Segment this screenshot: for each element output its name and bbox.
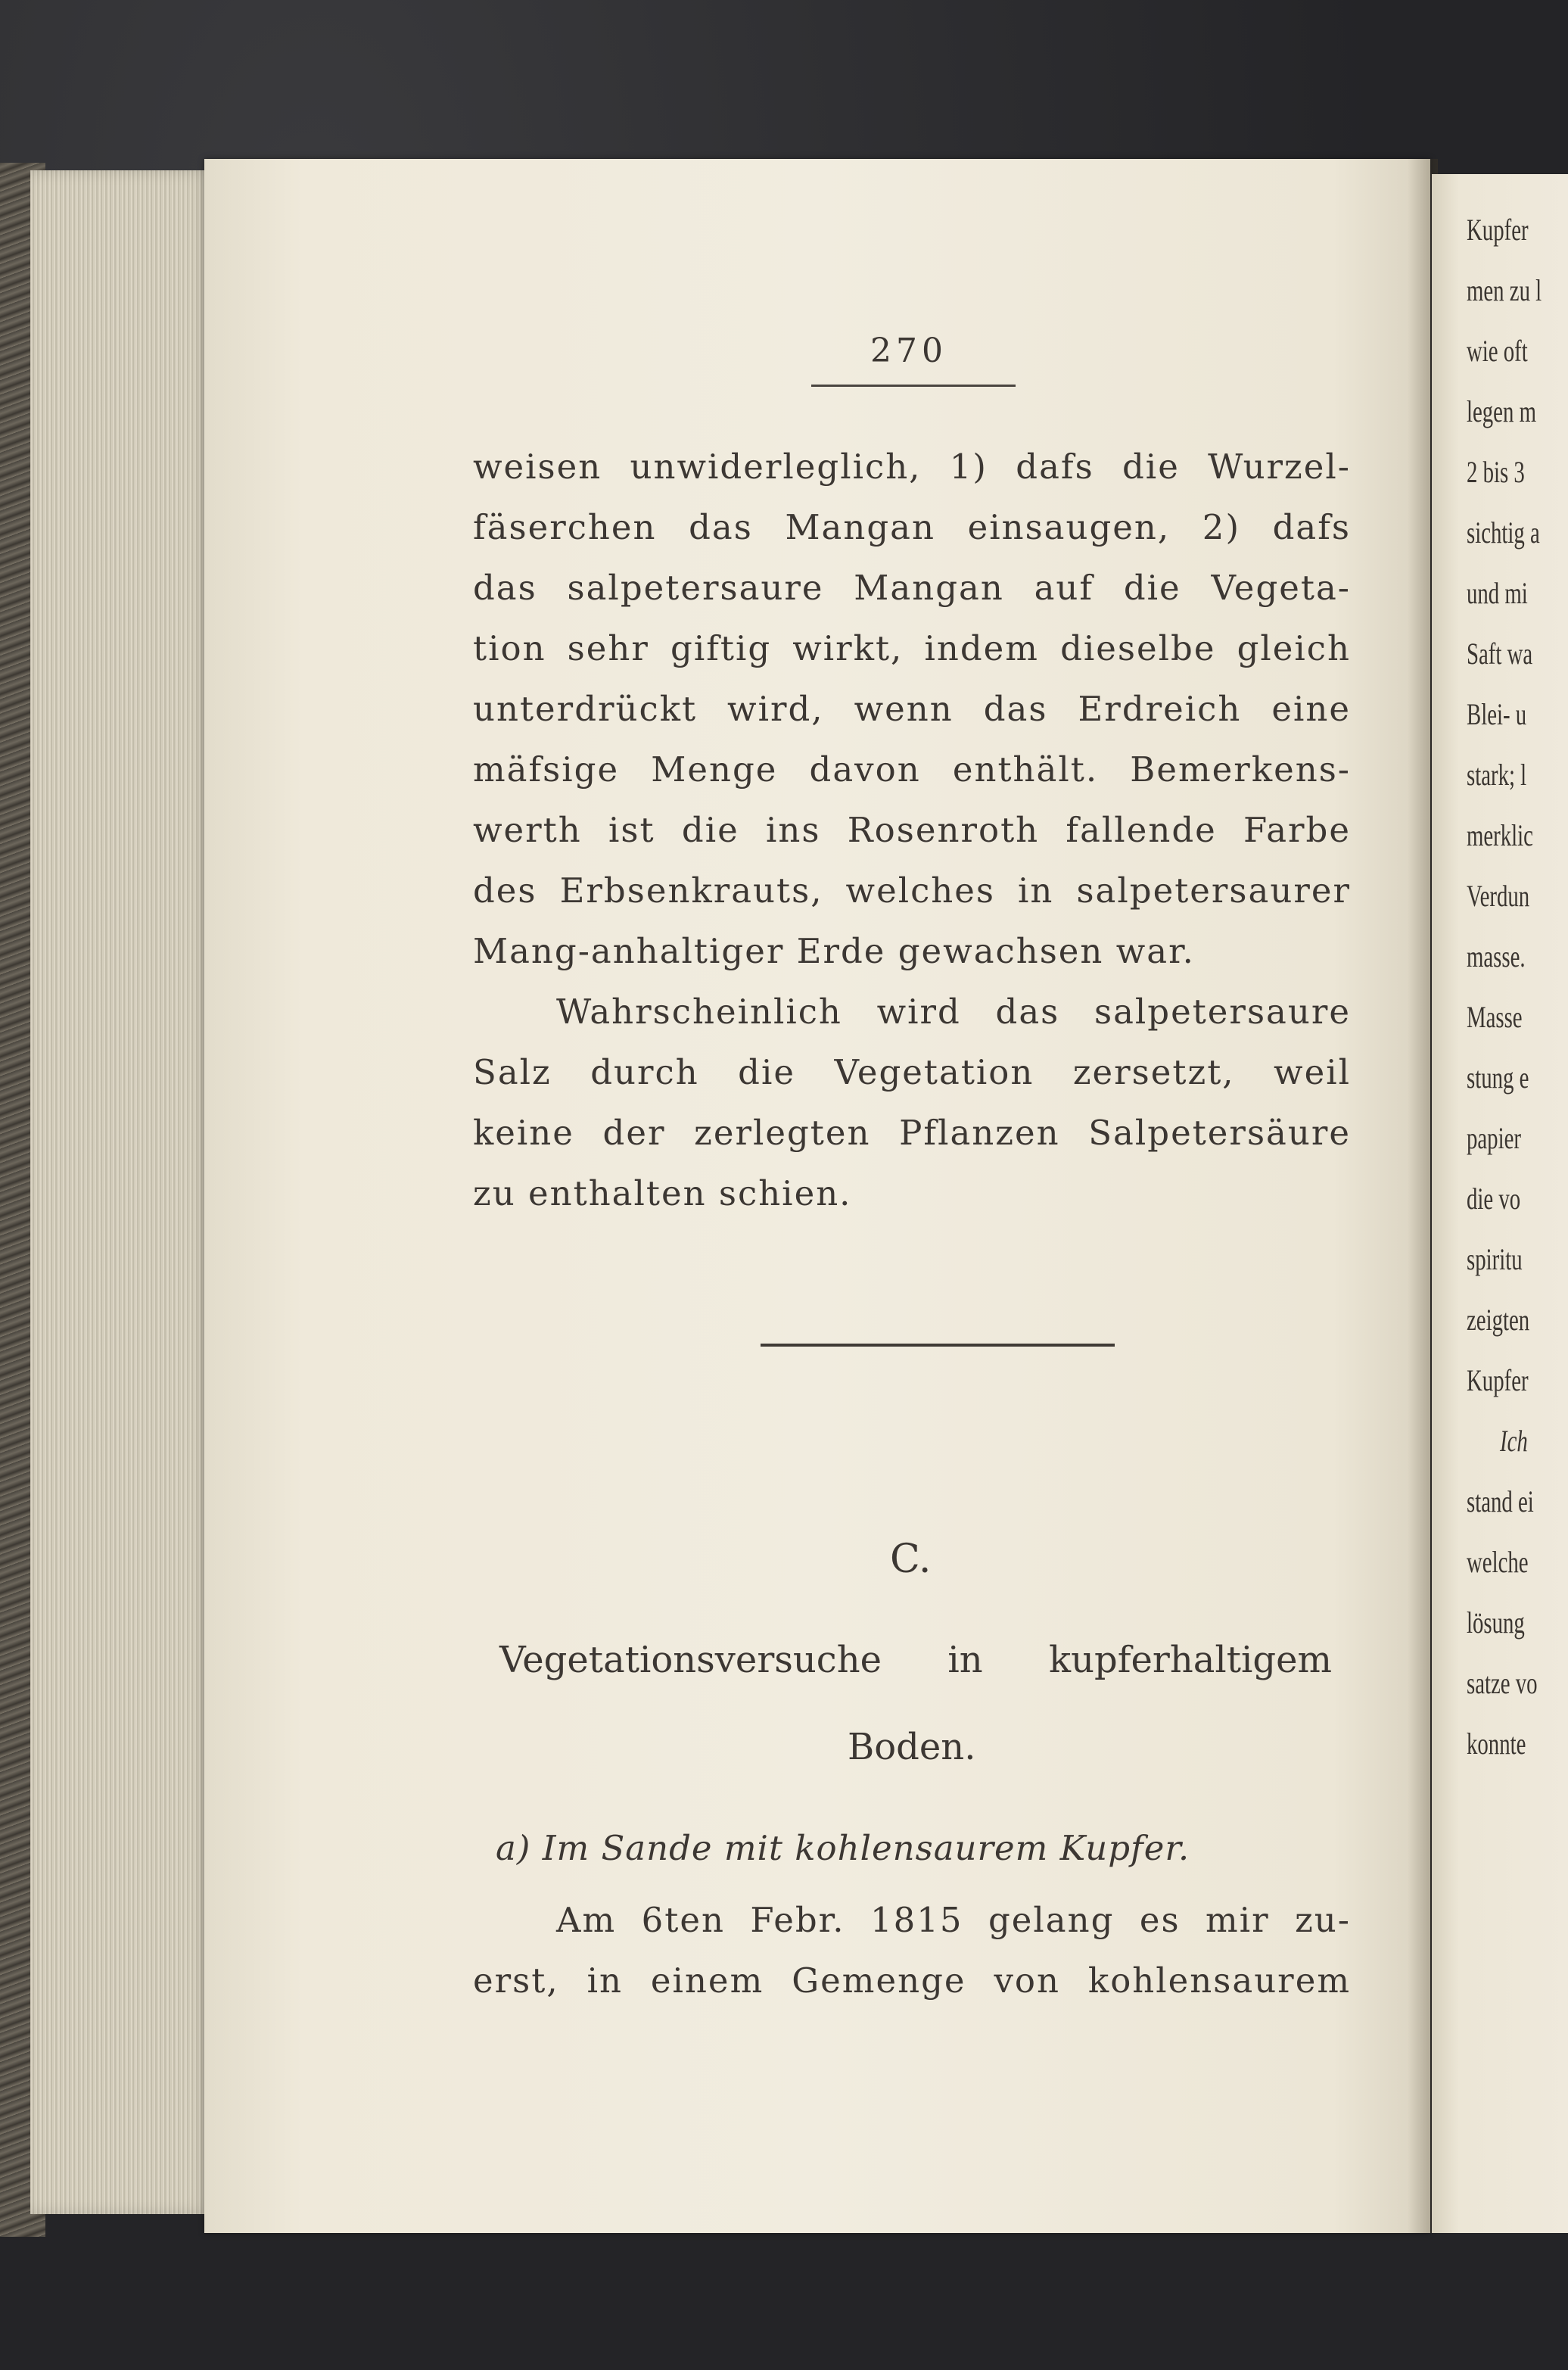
body-line: das salpetersaure Mangan auf die Vegeta- [473,568,1351,608]
body-line: keine der zerlegten Pflanzen Salpetersäure [473,1113,1351,1153]
header-rule [811,385,1016,387]
right-page-line: masse. [1467,939,1526,973]
section-title: Vegetationsversuche in kupferhaltigem [499,1639,1332,1681]
body-line: tion sehr giftig wirkt, indem dieselbe gleich [473,628,1351,668]
body-line: zu enthalten schien. [473,1173,852,1213]
right-page-line: Blei- u [1467,697,1527,731]
section-divider [761,1344,1115,1347]
right-page-line: Kupfer [1467,213,1529,247]
right-page-fragment [1432,174,1568,2233]
right-page-line: 2 bis 3 [1467,455,1525,489]
page-number: 270 [870,332,947,370]
right-page-line: men zu l [1467,273,1542,307]
subsection-heading: a) Im Sande mit kohlensaurem Kupfer. [496,1828,1190,1868]
right-page-line: stung e [1467,1060,1529,1095]
right-page-line: satze vo [1467,1666,1538,1700]
right-page-line: stark; l [1467,758,1527,792]
right-page-line: stand ei [1467,1484,1534,1518]
right-page-line: merklic [1467,818,1533,852]
body-line: des Erbsenkrauts, welches in salpetersaurer [473,870,1351,911]
body-line: mäfsige Menge davon enthält. Bemerkens- [473,749,1351,789]
body-line: erst, in einem Gemenge von kohlensaurem [473,1960,1351,2001]
body-line: Salz durch die Vegetation zersetzt, weil [473,1052,1351,1092]
right-page-line: spiritu [1467,1242,1523,1276]
body-line: weisen unwiderleglich, 1) dafs die Wurzel- [473,447,1351,487]
page-edges [30,170,212,2214]
right-page-line: Ich [1500,1424,1528,1458]
section-letter: C. [890,1537,932,1582]
right-page-line: legen m [1467,394,1536,428]
body-line: unterdrückt wird, wenn das Erdreich eine [473,689,1351,729]
right-page-line: wie oft [1467,334,1528,368]
section-title-continued: Boden. [848,1726,976,1768]
right-page-line: zeigten [1467,1303,1530,1337]
right-page-line: die vo [1467,1182,1521,1216]
body-line: Am 6ten Febr. 1815 gelang es mir zu- [556,1900,1351,1940]
right-page-line: Masse [1467,1000,1523,1034]
right-page-line: Kupfer [1467,1363,1529,1397]
right-page-line: und mi [1467,576,1528,610]
right-page-line: Verdun [1467,879,1530,913]
right-page-line: welche [1467,1545,1529,1579]
body-line: Wahrscheinlich wird das salpetersaure [556,992,1351,1032]
right-page-line: lösung [1467,1605,1525,1640]
body-line: Mang-anhaltiger Erde gewachsen war. [473,931,1195,971]
body-line: fäserchen das Mangan einsaugen, 2) dafs [473,507,1351,547]
right-page-line: papier [1467,1121,1521,1155]
body-line: werth ist die ins Rosenroth fallende Farbe [473,810,1351,850]
right-page-line: Saft wa [1467,637,1533,671]
right-page-line: sichtig a [1467,515,1540,550]
right-page-line: konnte [1467,1727,1526,1761]
